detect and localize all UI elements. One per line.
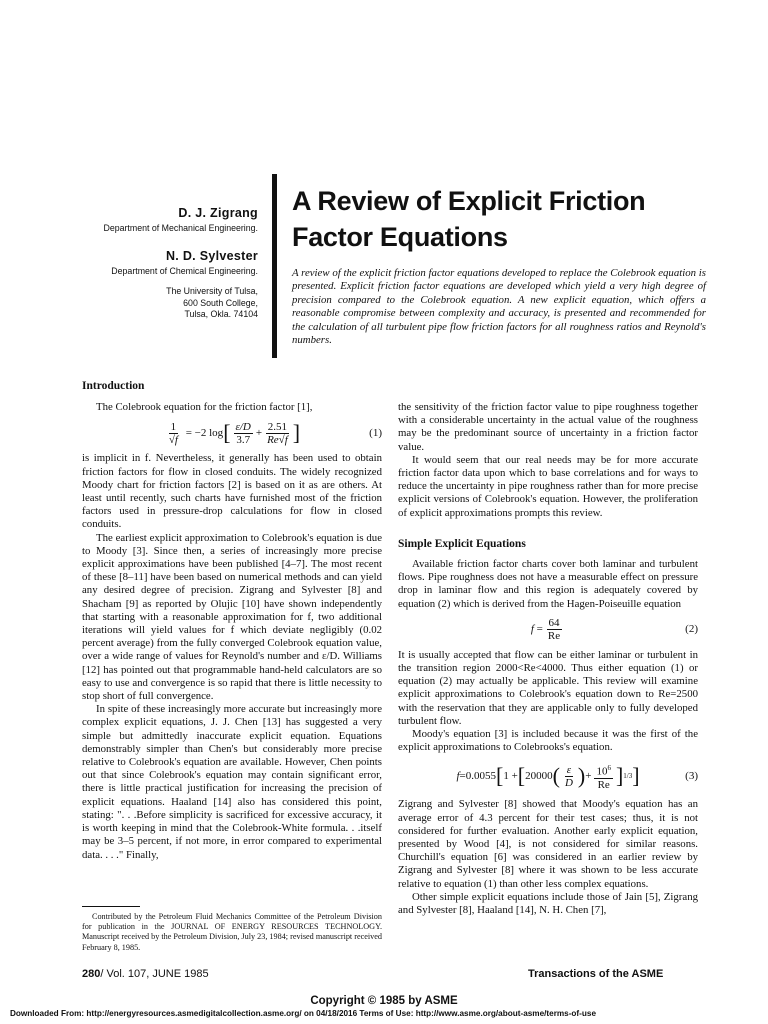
journal-name: Transactions of the ASME [528,968,664,980]
author-block [60,206,258,321]
author-name: N. D. Sylvester [165,249,258,263]
equation-2: f = $\frac{64}{Re}$ (2) [530,617,698,643]
equation-1: $\frac{1}{√f}$ = −2 log [ $\frac{\varepsilon/D}{3.7}$ + $\frac{2.51}{Re√f}$ ] (1) [168,420,382,446]
equation-number: (1) [369,426,382,439]
title-line: A Review of Explicit Friction [292,186,646,216]
author-affiliation: The University of Tulsa, [166,286,258,296]
title-rule [272,174,277,358]
volume-info: / Vol. 107, JUNE 1985 [100,968,209,980]
eq-fraction: $\frac{10^6}{Re}$ [596,764,611,791]
paragraph: It is usually accepted that flow can be either laminar or turbulent in the transition region 2000<Re<4000. Thus either equation (1) or equation (2) may actually be applicable. This review will examine explicit approximations to Colebrook's equation down to Re=2500 with the reservation that they are applicable only to fully developed turbulent flow. [398,648,698,727]
paper-title [292,183,712,255]
author-affiliation: Department of Mechanical Engineering. [103,223,258,233]
page-footer-left [82,968,209,980]
author-affiliation: Department of Chemical Engineering. [111,266,258,276]
paragraph: Other simple explicit equations include those of Jain [5], Zigrang and Sylvester [8], Haaland [14], N. H. Chen [7], [398,890,698,917]
eq-fraction: $\frac{64}{Re}$ [547,617,561,643]
footnote: Contributed by the Petroleum Fluid Mechanics Committee of the Petroleum Division for publication in the JOURNAL OF ENERGY RESOURCES TECHNOLOGY. Manuscript received by the Petroleum Division, July 23, 1984; revised manuscript received February 8, 1985. [82,912,382,952]
author-affiliation: 600 South College, [183,297,258,308]
paragraph: The earliest explicit approximation to Colebrook's equation is due to Moody [3]. Since then, a series of increasingly more precise explicit approximations have been published [4–7]. The most recent of these [8–11] have been based on numerical methods and can yield any desired degree of precision. Zigrang and Sylvester [8] and Shacham [9] as reported by Olujic [10] have shown independently that starting with a reasonable approximation for f, two additional iterations will yield values for f which deviate negligibly (0.02 percent average) from the fully converged Colebrook equation value, over a wide range of values for Reynold's number and ε/D. Williams [12] has pointed out that programmable hand-held calculators are so easy to use and convergence is so rapid that there is little necessity to stop short of full convergence. [82,531,382,703]
footnote-rule [82,906,140,907]
paragraph: Moody's equation [3] is included because it was the first of the explicit approximations to Colebrooks's equation. [398,728,698,754]
equation-number: (3) [685,769,698,782]
eq-fraction: $\frac{1}{√f}$ [168,420,178,446]
equation-3: f =0.0055 [ 1 + [ 20000 ( $\frac{\varepsilon}{D}$ ) + $\frac{10^6}{Re}$ ] 1/3 ] (3) [456,763,698,791]
eq-fraction: $\frac{\varepsilon/D}{3.7}$ [235,420,251,446]
paragraph: Zigrang and Sylvester [8] showed that Moody's equation has an average error of 4.3 percent for their test cases; thus, it is not considered for further evaluation. Another early explicit equation, presented by Wood [4], is not considered for similar reasons. Churchill's equation [6] was considered in an earlier review by Zigrang and Sylvester [8] where it was shown to be less accurate relative to equation (1) than other less complex equations. [398,798,698,890]
copyright-notice: Copyright © 1985 by ASME [310,995,458,1007]
eq-fraction: $\frac{2.51}{Re√f}$ [267,420,288,446]
page-number: 280 [82,968,101,980]
title-line: Factor Equations [292,222,508,252]
paragraph: It would seem that our real needs may be for more accurate friction factor data upon which to base correlations and for ways to reduce the uncertainty in pipe roughness rather than for more precise explicit versions of Colebrook's equation. However, the proliferation of explicit approximations prompts this review. [398,453,698,519]
right-column [398,401,698,917]
eq-fraction: $\frac{\varepsilon}{D}$ [564,763,573,789]
equation-number: (2) [685,623,698,636]
download-notice: Downloaded From: http://energyresources.asmedigitalcollection.asme.org/ on 04/18/2016 Terms of Use: http://www.asme.org/about-asme/terms-of-use [10,1009,596,1018]
author-name: D. J. Zigrang [178,206,258,220]
paragraph: the sensitivity of the friction factor value to pipe roughness together with a considerable uncertainty in the actual value of the roughness may be the predominant source of uncertainty in a friction factor value. [398,401,698,453]
paragraph: In spite of these increasingly more accurate but increasingly more complex explicit equations, J. J. Chen [13] has suggested a very simple but admittedly inaccurate explicit equation. Equations demonstrably simpler than Chen's but considerably more precise relative to Colebrook's equation are available. However, Chen points out that since Colebrook's equation may contain significant error, there is little practical justification for increasing the precision of explicit equations. Haaland [14] also has considered this point, stating: ". . .Before simplicity is sacrificed for excessive accuracy, it is worth keeping in mind that the Colebrook-White formula. . .itself may be 3–5 percent, if not more, in error compared to experimental data. . . ." Finally, [82,703,382,861]
paragraph: is implicit in f. Nevertheless, it generally has been used to obtain friction factors for flow in closed conduits. The widely recognized Moody chart for friction factors [2] is based on it as are others. At least until recently, such charts have furnished most of the friction factors used in pressure-drop calculations for flow in closed conduits. [82,452,382,531]
paragraph: Available friction factor charts cover both laminar and turbulent flows. Pipe roughness does not have a measurable effect on pressure drop in laminar flow and this region is adequately covered by equation (2) which is derived from the Hagen-Poiseuille equation [398,558,698,610]
paragraph: The Colebrook equation for the friction factor [1], [96,401,313,414]
author-affiliation: Tulsa, Okla. 74104 [184,309,258,319]
left-column [82,380,382,862]
section-heading: Simple Explicit Equations [398,537,526,550]
section-heading: Introduction [82,380,145,392]
abstract: A review of the explicit friction factor equations developed to replace the Colebrook equation is presented. Explicit friction factor equations are developed which yield a very high degree of precision compared to the Colebrook equation. A new explicit equation, which offers a reasonable compromise between complexity and accuracy, is presented and recommended for the calculation of all turbulent pipe flow friction factors for all roughness ratios and Reynold's numbers. [292,267,706,347]
